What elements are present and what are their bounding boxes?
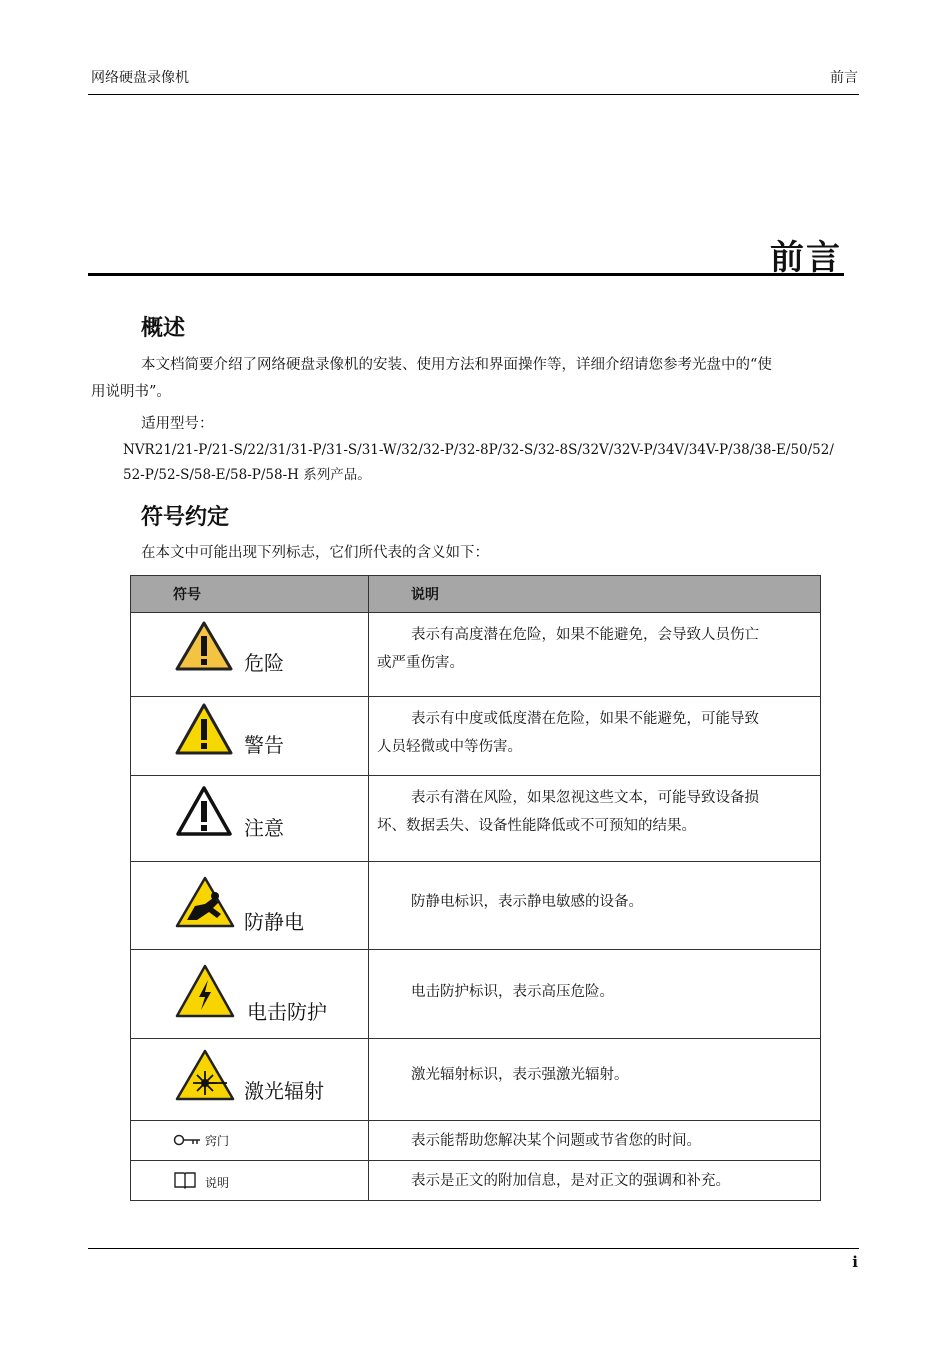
desc-cell xyxy=(369,950,821,1039)
symbol-label: 防静电 xyxy=(244,910,304,934)
table-row xyxy=(131,1161,821,1201)
desc-line: 坏、数据丢失、设备性能降低或不可预知的结果。 xyxy=(377,818,696,834)
title-rule xyxy=(88,273,844,276)
symbol-label: 注意 xyxy=(244,816,284,840)
desc-cell xyxy=(369,1161,821,1201)
symbol-cell xyxy=(131,1161,369,1201)
desc-line: 防静电标识，表示静电敏感的设备。 xyxy=(411,894,643,910)
models-line1: NVR21/21-P/21-S/22/31/31-P/31-S/31-W/32/32-P/32-8P/32-S/32-8S/32V/32V-P/34V/34V-P/38/38-E/50/52/ xyxy=(123,442,834,458)
models-label: 适用型号： xyxy=(141,416,214,432)
running-header-right: 前言 xyxy=(830,70,858,86)
table-row xyxy=(131,776,821,862)
symbol-label: 激光辐射 xyxy=(244,1079,324,1103)
symbol-cell xyxy=(131,1039,369,1121)
table-row xyxy=(131,1039,821,1121)
header-rule xyxy=(88,94,859,95)
symbols-intro: 在本文中可能出现下列标志，它们所代表的含义如下： xyxy=(141,545,489,561)
symbol-label: 电击防护 xyxy=(247,1000,327,1024)
symbol-cell xyxy=(131,950,369,1039)
symbols-heading: 符号约定 xyxy=(141,505,230,530)
danger-icon xyxy=(175,621,233,671)
desc-line: 表示是正文的附加信息，是对正文的强调和补充。 xyxy=(411,1173,730,1189)
page-number: i xyxy=(852,1253,858,1271)
table-row xyxy=(131,862,821,950)
desc-cell xyxy=(369,862,821,950)
table-row xyxy=(131,950,821,1039)
symbol-table xyxy=(130,575,821,1201)
symbol-label: 警告 xyxy=(244,733,284,757)
symbol-cell xyxy=(131,862,369,950)
warning-icon xyxy=(175,703,233,755)
esd-icon xyxy=(175,876,235,928)
overview-para-line1: 本文档简要介绍了网络硬盘录像机的安装、使用方法和界面操作等，详细介绍请您参考光盘中的“使 xyxy=(141,357,772,373)
desc-cell xyxy=(369,697,821,776)
desc-line: 人员轻微或中等伤害。 xyxy=(377,739,522,755)
desc-cell xyxy=(369,1121,821,1161)
footer-rule xyxy=(88,1248,859,1249)
desc-line: 表示有中度或低度潜在危险，如果不能避免，可能导致 xyxy=(411,711,759,727)
symbol-cell xyxy=(131,1121,369,1161)
table-row xyxy=(131,613,821,697)
desc-cell xyxy=(369,613,821,697)
desc-line: 激光辐射标识，表示强激光辐射。 xyxy=(411,1067,629,1083)
col-symbol-header: 符号 xyxy=(131,576,369,613)
electric-shock-icon xyxy=(175,964,235,1018)
overview-heading: 概述 xyxy=(141,316,186,341)
running-header-left: 网络硬盘录像机 xyxy=(91,70,189,86)
caution-icon xyxy=(175,785,233,837)
symbol-label: 说明 xyxy=(205,1176,230,1190)
models-line2: 52-P/52-S/58-E/58-P/58-H 系列产品。 xyxy=(123,467,371,483)
col-desc-header: 说明 xyxy=(369,576,821,613)
symbol-label: 窍门 xyxy=(205,1134,230,1148)
table-row xyxy=(131,1121,821,1161)
laser-radiation-icon xyxy=(175,1049,235,1101)
book-icon xyxy=(173,1170,197,1190)
desc-line: 表示有高度潜在危险，如果不能避免，会导致人员伤亡 xyxy=(411,627,759,643)
desc-cell xyxy=(369,1039,821,1121)
desc-line: 表示能帮助您解决某个问题或节省您的时间。 xyxy=(411,1133,701,1149)
desc-line: 或严重伤害。 xyxy=(377,655,464,671)
symbol-cell xyxy=(131,613,369,697)
desc-cell xyxy=(369,776,821,862)
overview-para-line2: 用说明书”。 xyxy=(91,384,171,400)
table-row xyxy=(131,697,821,776)
symbol-cell xyxy=(131,776,369,862)
table-header-row xyxy=(131,576,821,613)
desc-line: 表示有潜在风险，如果忽视这些文本，可能导致设备损 xyxy=(411,790,759,806)
symbol-cell xyxy=(131,697,369,776)
desc-line: 电击防护标识，表示高压危险。 xyxy=(411,984,614,1000)
symbol-label: 危险 xyxy=(244,651,284,675)
key-icon xyxy=(173,1133,201,1147)
page-title: 前言 xyxy=(770,238,842,278)
